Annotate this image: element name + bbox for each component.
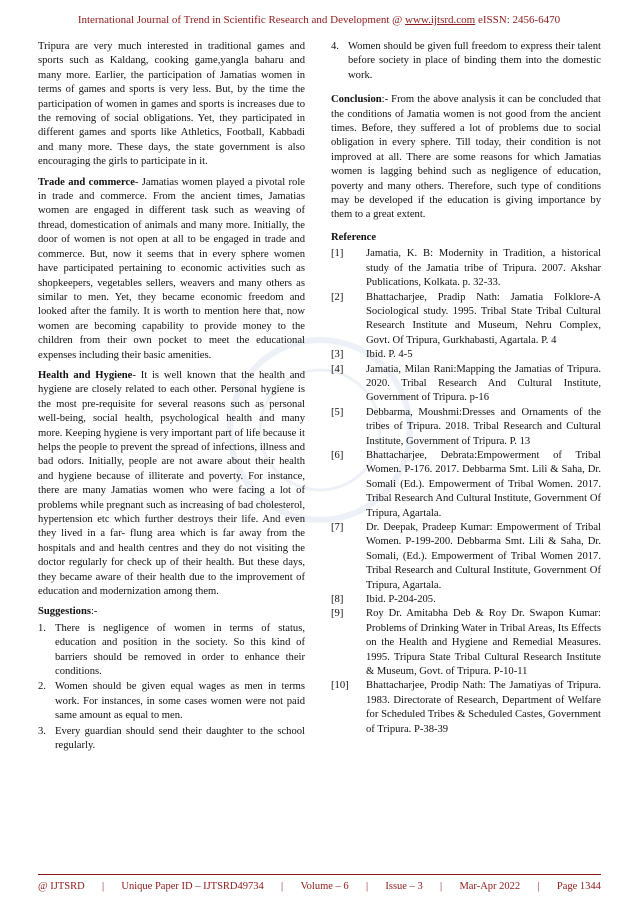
- reference-item: [331, 607, 601, 679]
- suggestion-number: 1.: [38, 622, 46, 634]
- trade-paragraph: [38, 176, 305, 363]
- reference-item: [331, 406, 601, 449]
- right-column: [331, 40, 601, 737]
- reference-text: Jamatia, Milan Rani:Mapping the Jamatias of Tripura. 2020. Tribal Research And Cultural Institute, Government of Tripura. p-16: [366, 363, 601, 404]
- suggestion-number: 3.: [38, 725, 46, 737]
- suggestion-text: There is negligence of women in terms of status, education and position in the society. So this kind of barriers should be removed in order to enhance their conditions.: [55, 622, 305, 678]
- reference-text: Ibid. P-204-205.: [366, 594, 436, 606]
- health-paragraph: [38, 369, 305, 600]
- footer-date: Mar-Apr 2022: [459, 881, 521, 892]
- suggestions-heading: Suggestions: [38, 606, 91, 618]
- reference-item: [331, 291, 601, 349]
- conclusion-heading: Conclusion: [331, 94, 382, 106]
- suggestion-item: [38, 622, 305, 680]
- reference-number: [10]: [331, 680, 349, 692]
- suggestions-heading-line: [38, 605, 305, 619]
- reference-number: [4]: [331, 363, 344, 375]
- reference-number: [6]: [331, 449, 344, 461]
- reference-text: Ibid. P. 4-5: [366, 349, 413, 361]
- footer-separator: |: [365, 881, 369, 892]
- suggestion-item: [38, 680, 305, 723]
- suggestion-item: [331, 40, 601, 83]
- footer-separator: |: [440, 881, 443, 892]
- reference-text: Bhattacharjee, Pradip Nath: Jamatia Folklore-A Sociological study. 1995. Tribal State Tribal Cultural Research Institute and Museum, Nehru Complex, Govt. Of Tripura, Gurkhabasti, Agartala. P. 4: [366, 291, 601, 346]
- health-heading: Health and Hygiene: [38, 369, 133, 381]
- reference-number: [5]: [331, 406, 344, 418]
- footer-site: @ IJTSRD: [38, 881, 85, 892]
- games-paragraph: Tripura are very much interested in traditional games and sports such as Kaldang, cooking game,yangla baharu and many more. Earlier, the participation of Jamatias women in terms of games and sports is very less. But, by the time the participation of women in games and sports is increases due to the removing of social obligations. Yet, they participated in different games and sports like Athletics, Football, Kabbadi and many more. These days, the state government is also encouraging the girls to participate in it.: [38, 41, 305, 168]
- reference-item: [331, 449, 601, 521]
- header-issn: eISSN: 2456-6470: [475, 14, 561, 26]
- reference-text: Bhattacharjee, Prodip Nath: The Jamatiyas of Tripura. 1983. Directorate of Research, Department of Welfare for Scheduled Tribes & Scheduled Castes, Government of Tripura. P-38-39: [366, 680, 601, 735]
- journal-link[interactable]: www.ijtsrd.com: [405, 14, 476, 26]
- suggestion-number: 2.: [38, 681, 46, 693]
- suggestion-text: Women should be given full freedom to express their talent before society in place of binding them into the domestic work.: [348, 41, 601, 81]
- reference-item: [331, 363, 601, 406]
- reference-item: [331, 593, 601, 607]
- health-body: - It is well known that the health and hygiene are closely related to each other. Personal hygiene is the most pre-requisite for several reasons such as personal well-being, social health, psychological health and many more. Keeping hygiene is very important part of life because it helps the people to prevent the spread of infections, illness and bad odors. Initially, people are not aware about their health and hygiene because of illiterate and poverty. For instance, there are many Jamatias women who were facing a lot of problems while pregnant such as increasing of bad cholesterol, hypertension etc which further destroys their life. And even they lived in a far- flung area which is far away from the hospitals and and health centres and they do not visiting the doctor regularly for check up of their health. But these days, they became aware of their health due to the improvement of education and modernization among them.: [38, 369, 305, 598]
- reference-heading: Reference: [331, 231, 377, 243]
- reference-item: [331, 348, 601, 362]
- reference-number: [8]: [331, 594, 344, 606]
- reference-text: Jamatia, K. B: Modernity in Tradition, a historical study of the Jamatia tribe of Tripura. 2007. Akshar Publications, Kolkata. p. 32-33.: [366, 248, 601, 289]
- footer-divider: [38, 874, 601, 875]
- suggestion-number: 4.: [331, 41, 339, 52]
- trade-body: - Jamatias women played a pivotal role in trade and commerce. From the ancient times, Jamatias women are engaged in different task such as weaving of thread, domestication of animals and many more. Initially, the door of women is not open at all to be engaged in trade and commerce. But, now it seems that in every sphere women have participated pertaining to economic activities such as shopkeepers, vegetables sellers, weavers and many others as similar to men. Yet, they became economic freedom and looked after the family. It is worth to mention here that, now women are becoming capability to provide money to the children from their own pocket to meet the educational expenses including their basic amenities.: [38, 176, 305, 361]
- footer-issue: Issue – 3: [385, 881, 423, 892]
- trade-heading: Trade and commerce: [38, 176, 135, 188]
- suggestions-heading-suffix: :-: [90, 606, 98, 618]
- reference-number: [3]: [331, 349, 344, 361]
- left-column: [38, 40, 305, 760]
- footer-page: Page 1344: [556, 881, 601, 892]
- footer-volume: Volume – 6: [300, 881, 349, 892]
- conclusion-paragraph: [331, 93, 601, 223]
- suggestions-list: [38, 622, 305, 754]
- reference-item: [331, 679, 601, 737]
- reference-text: Dr. Deepak, Pradeep Kumar: Empowerment of Tribal Women. P-199-200. Debbarma Smt. Lili & Saha, Dr. Somali, (Ed.). Empowerment of Tribal Women 2017. Tribal Research and Cultural Institute, Government Of Tripura, Agartala.: [366, 522, 601, 591]
- suggestion-item: [38, 725, 305, 754]
- page-footer: [38, 881, 601, 892]
- suggestion-text: Women should be given equal wages as men in terms work. For instances, in some cases women were not paid same amount as equal to men.: [55, 681, 305, 722]
- footer-paper-id: Unique Paper ID – IJTSRD49734: [121, 881, 264, 892]
- journal-header: [0, 14, 638, 26]
- reference-item: [331, 521, 601, 593]
- header-text: International Journal of Trend in Scientific Research and Development @: [77, 14, 406, 26]
- reference-text: Roy Dr. Amitabha Deb & Roy Dr. Swapon Kumar: Problems of Drinking Water in Tribal Areas, Its Effects on the Health and Hygiene and Remedial Measures. 1995. Tripura State Tribal Cultural Research Institute & Museum, Govt. of Tripura. P-10-11: [366, 608, 601, 678]
- reference-text: Debbarma, Moushmi:Dresses and Ornaments of the tribes of Tripura. 2018. Tribal Research and Cultural Institute, Government of Tripura. P. 13: [366, 406, 601, 447]
- conclusion-body: :- From the above analysis it can be concluded that the conditions of Jamatia women is not good from the ancient times. Before, they suffered a lot of problems due to social obligation in every sphere. Till today, their condition is not improved at all. There are some reasons for which Jamatias women is lagging behind such as negligence of education, poverty and many others. Therefore, such type of conditions may be developed if the education is giving importance by them to a great extent.: [331, 94, 601, 221]
- reference-number: [9]: [331, 608, 344, 620]
- footer-separator: |: [281, 881, 284, 892]
- reference-text: Bhattacharjee, Debrata:Empowerment of Tribal Women. P-176. 2017. Debbarma Smt. Lili & Saha, Dr. Somali (Ed.). Empowerment of Tribal Women. 2017. Tribal Research And Cultural Institute, Government Of Tripura, Agartala.: [366, 449, 601, 519]
- reference-item: [331, 247, 601, 290]
- reference-number: [2]: [331, 291, 344, 303]
- footer-separator: |: [102, 881, 105, 892]
- footer-separator: |: [537, 881, 540, 892]
- reference-number: [7]: [331, 522, 344, 533]
- suggestion-text: Every guardian should send their daughter to the school regularly.: [55, 725, 305, 752]
- reference-list: [331, 247, 601, 737]
- reference-number: [1]: [331, 248, 344, 260]
- suggestions-list-continued: [331, 40, 601, 83]
